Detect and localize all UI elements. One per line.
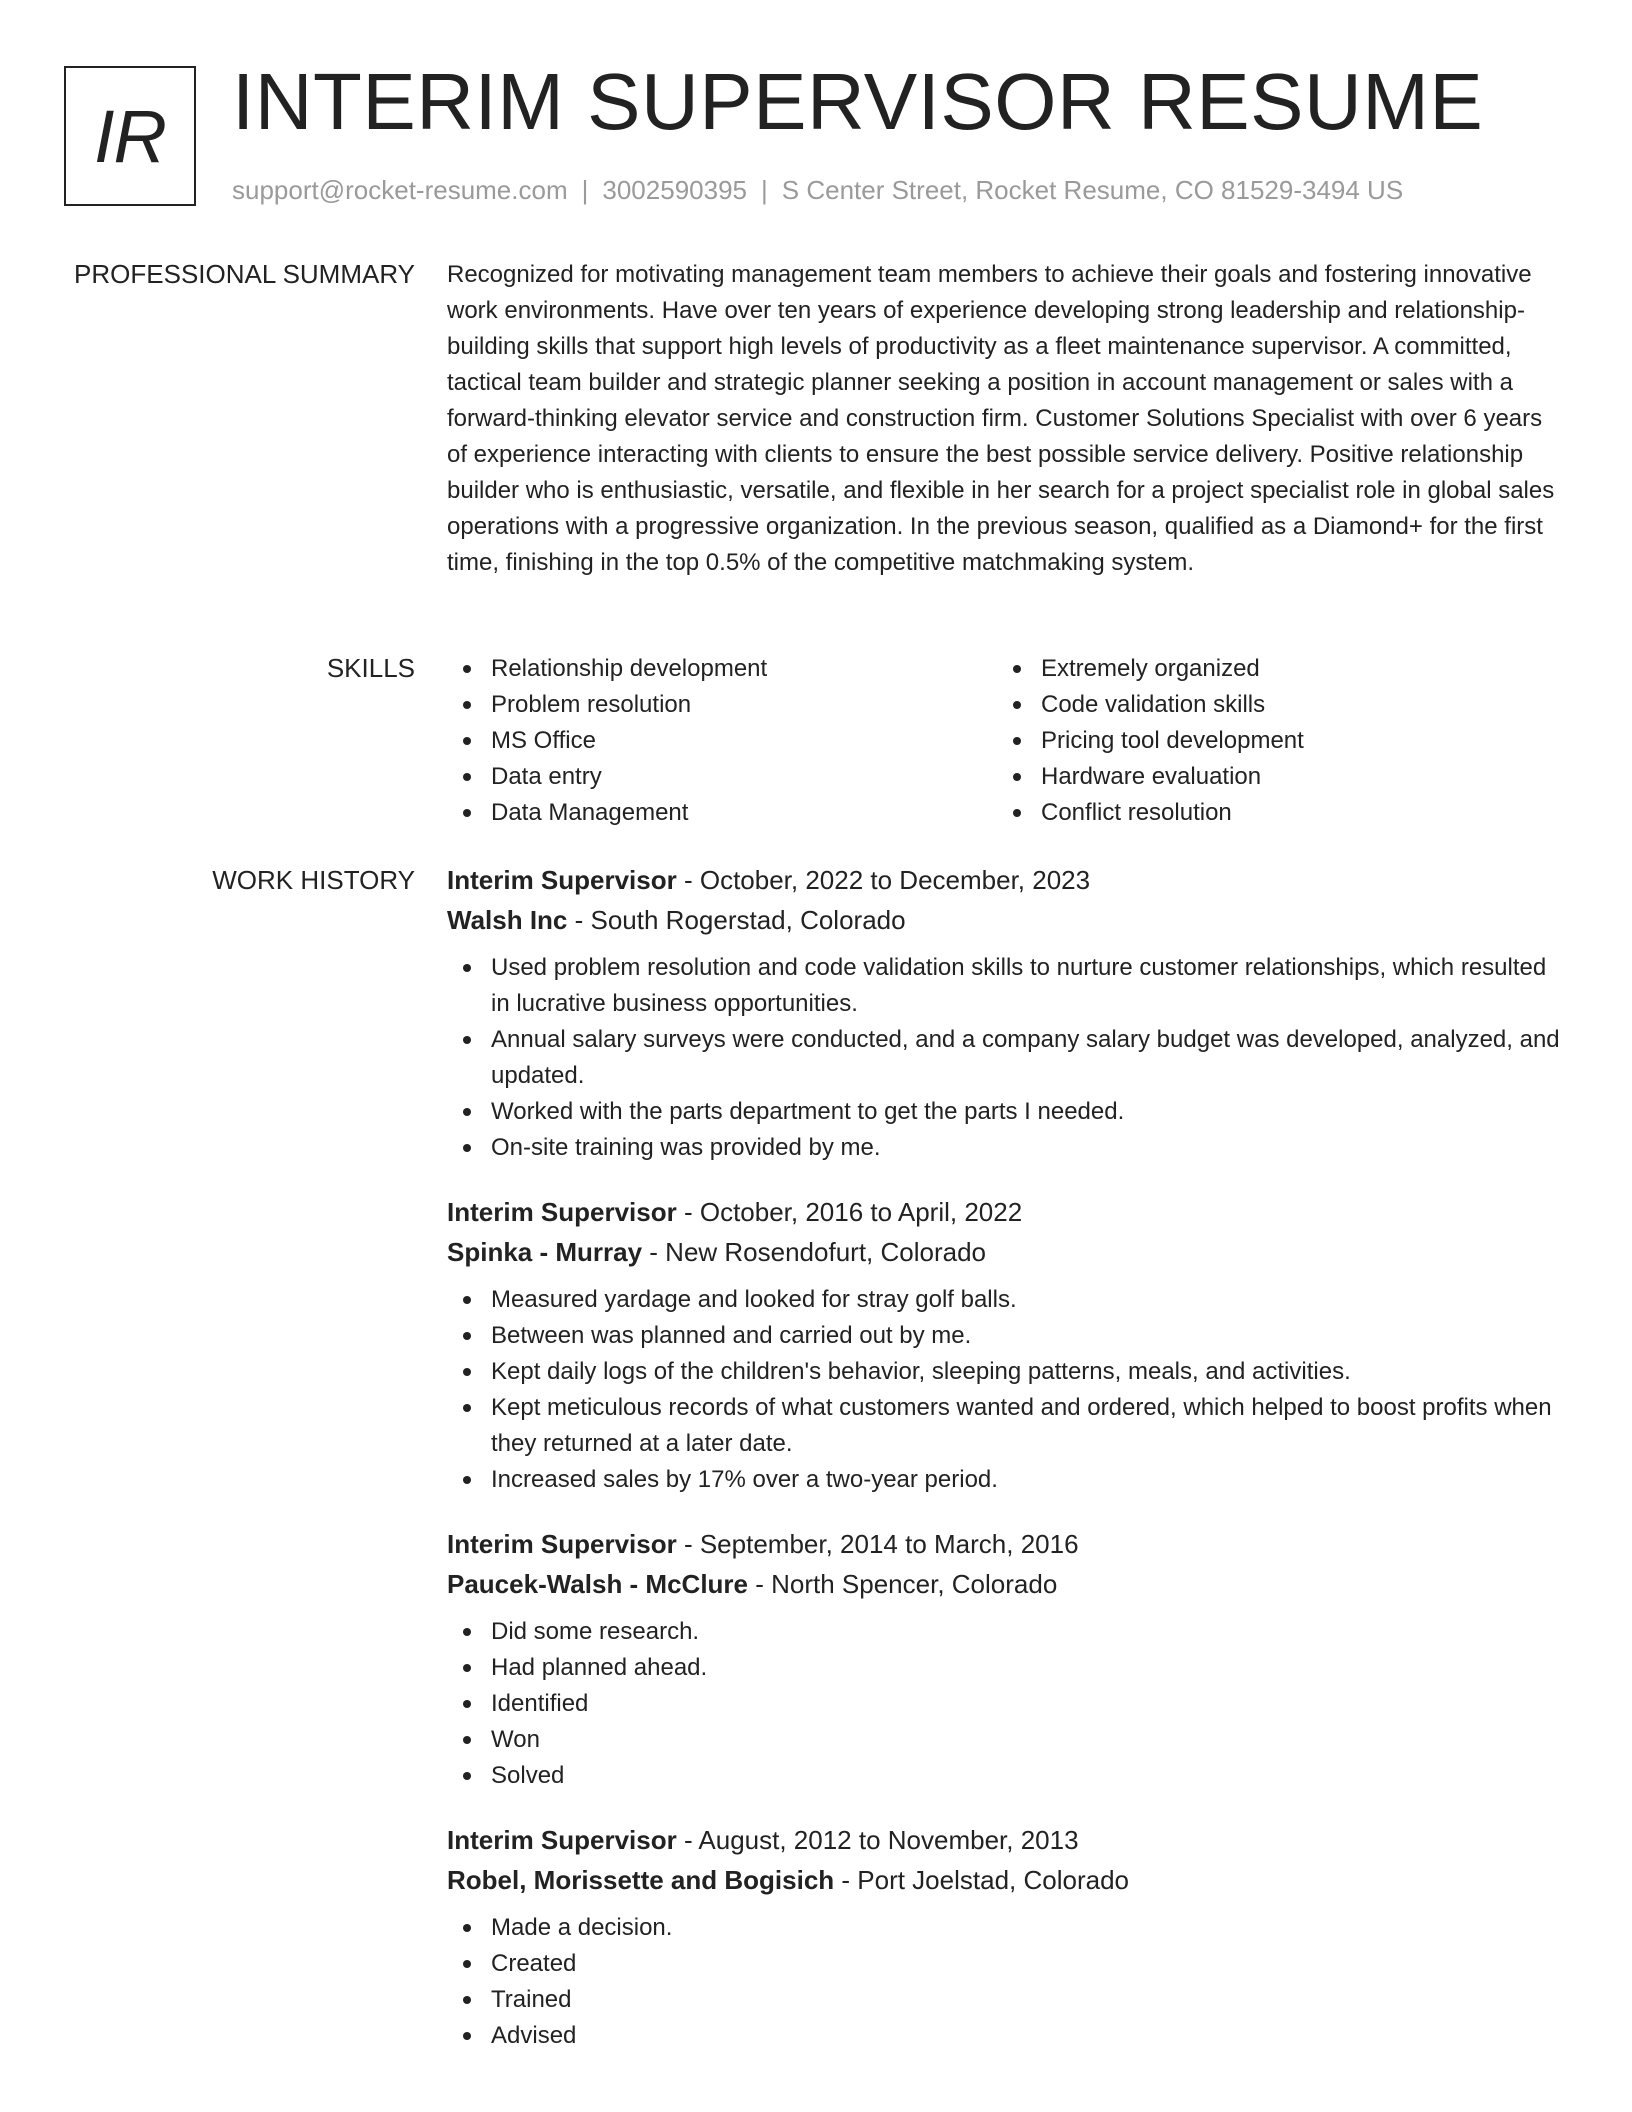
contact-phone[interactable]: 3002590395 — [602, 175, 747, 205]
contact-line — [232, 172, 1403, 208]
job-duties — [447, 1282, 1567, 1498]
job-duty: Made a decision. — [447, 1910, 1567, 1946]
job-duty: Annual salary surveys were conducted, and a company salary budget was developed, analyzed, and updated. — [447, 1022, 1567, 1094]
job-duties — [447, 950, 1567, 1166]
job-duties — [447, 1910, 1567, 2054]
job-duty: Trained — [447, 1982, 1567, 2018]
job-title: Interim Supervisor — [447, 1529, 677, 1559]
skills-heading: SKILLS — [326, 653, 415, 683]
skill-item: Data entry — [447, 759, 997, 795]
summary-heading: PROFESSIONAL SUMMARY — [74, 259, 415, 289]
job-duty: On-site training was provided by me. — [447, 1130, 1567, 1166]
skill-item: Hardware evaluation — [997, 759, 1547, 795]
job-title-line — [447, 1820, 1567, 1860]
job-company-line — [447, 900, 1567, 940]
job-duty: Measured yardage and looked for stray golf balls. — [447, 1282, 1567, 1318]
work-history-section — [447, 860, 1567, 2080]
job-duty: Used problem resolution and code validation skills to nurture customer relationships, which resulted in lucrative business opportunities. — [447, 950, 1567, 1022]
job-duty: Identified — [447, 1686, 1567, 1722]
job-entry — [447, 1192, 1567, 1498]
job-title-line — [447, 1524, 1567, 1564]
job-duty: Advised — [447, 2018, 1567, 2054]
skill-item: Conflict resolution — [997, 795, 1547, 831]
job-company: Robel, Morissette and Bogisich — [447, 1865, 835, 1895]
skills-list-right — [997, 651, 1547, 831]
contact-separator: | — [761, 175, 768, 205]
skill-item: Relationship development — [447, 651, 997, 687]
job-location: - South Rogerstad, Colorado — [567, 905, 906, 935]
monogram-logo: IR — [64, 66, 196, 206]
skills-list-left — [447, 651, 997, 831]
job-company-line — [447, 1564, 1567, 1604]
skill-item: Problem resolution — [447, 687, 997, 723]
job-duty: Increased sales by 17% over a two-year period. — [447, 1462, 1567, 1498]
job-dates: - August, 2012 to November, 2013 — [676, 1825, 1079, 1855]
job-duty: Between was planned and carried out by me. — [447, 1318, 1567, 1354]
job-dates: - October, 2022 to December, 2023 — [676, 865, 1091, 895]
work-history-heading: WORK HISTORY — [212, 865, 415, 895]
contact-separator: | — [581, 175, 589, 205]
job-entry — [447, 860, 1567, 1166]
job-location: - New Rosendofurt, Colorado — [642, 1237, 987, 1267]
skill-item: Data Management — [447, 795, 997, 831]
summary-text: Recognized for motivating management team members to achieve their goals and fostering innovative work environments. Have over ten years of experience developing strong leadership and relationship-building skills that support high levels of productivity as a fleet maintenance supervisor. A committed, tactical team builder and strategic planner seeking a position in account management or sales with a forward-thinking elevator service and construction firm. Customer Solutions Specialist with over 6 years of experience interacting with clients to ensure the best possible service delivery. Positive relationship builder who is enthusiastic, versatile, and flexible in her search for a project specialist role in global sales operations with a progressive organization. In the previous season, qualified as a Diamond+ for the first time, finishing in the top 0.5% of the competitive matchmaking system. — [447, 261, 1555, 576]
job-title: Interim Supervisor — [447, 1197, 677, 1227]
skill-item: Code validation skills — [997, 687, 1547, 723]
job-company-line — [447, 1232, 1567, 1272]
job-company: Walsh Inc — [447, 905, 568, 935]
job-title-line — [447, 860, 1567, 900]
job-duty: Solved — [447, 1758, 1567, 1794]
job-title: Interim Supervisor — [447, 1825, 677, 1855]
job-location: - North Spencer, Colorado — [748, 1569, 1058, 1599]
job-duty: Had planned ahead. — [447, 1650, 1567, 1686]
job-duty: Created — [447, 1946, 1567, 1982]
skill-item: Pricing tool development — [997, 723, 1547, 759]
skill-item: Extremely organized — [997, 651, 1547, 687]
job-entry — [447, 1820, 1567, 2054]
job-location: - Port Joelstad, Colorado — [834, 1865, 1129, 1895]
job-duty: Kept daily logs of the children's behavior, sleeping patterns, meals, and activities. — [447, 1354, 1567, 1390]
job-dates: - September, 2014 to March, 2016 — [676, 1529, 1079, 1559]
job-company: Paucek-Walsh - McClure — [447, 1569, 749, 1599]
job-duty: Kept meticulous records of what customers wanted and ordered, which helped to boost profits when they returned at a later date. — [447, 1390, 1567, 1462]
job-title: Interim Supervisor — [447, 865, 677, 895]
skills-section — [447, 651, 1567, 831]
summary-section — [447, 257, 1567, 581]
job-dates: - October, 2016 to April, 2022 — [676, 1197, 1023, 1227]
job-title-line — [447, 1192, 1567, 1232]
job-company: Spinka - Murray — [447, 1237, 643, 1267]
job-duty: Won — [447, 1722, 1567, 1758]
job-duty: Did some research. — [447, 1614, 1567, 1650]
skill-item: MS Office — [447, 723, 997, 759]
contact-address: S Center Street, Rocket Resume, CO 81529-3494 US — [781, 175, 1404, 205]
page-title: INTERIM SUPERVISOR RESUME — [232, 57, 1484, 146]
contact-email[interactable]: support@rocket-resume.com — [232, 175, 568, 205]
job-duty: Worked with the parts department to get the parts I needed. — [447, 1094, 1567, 1130]
job-entry — [447, 1524, 1567, 1794]
job-duties — [447, 1614, 1567, 1794]
job-company-line — [447, 1860, 1567, 1900]
